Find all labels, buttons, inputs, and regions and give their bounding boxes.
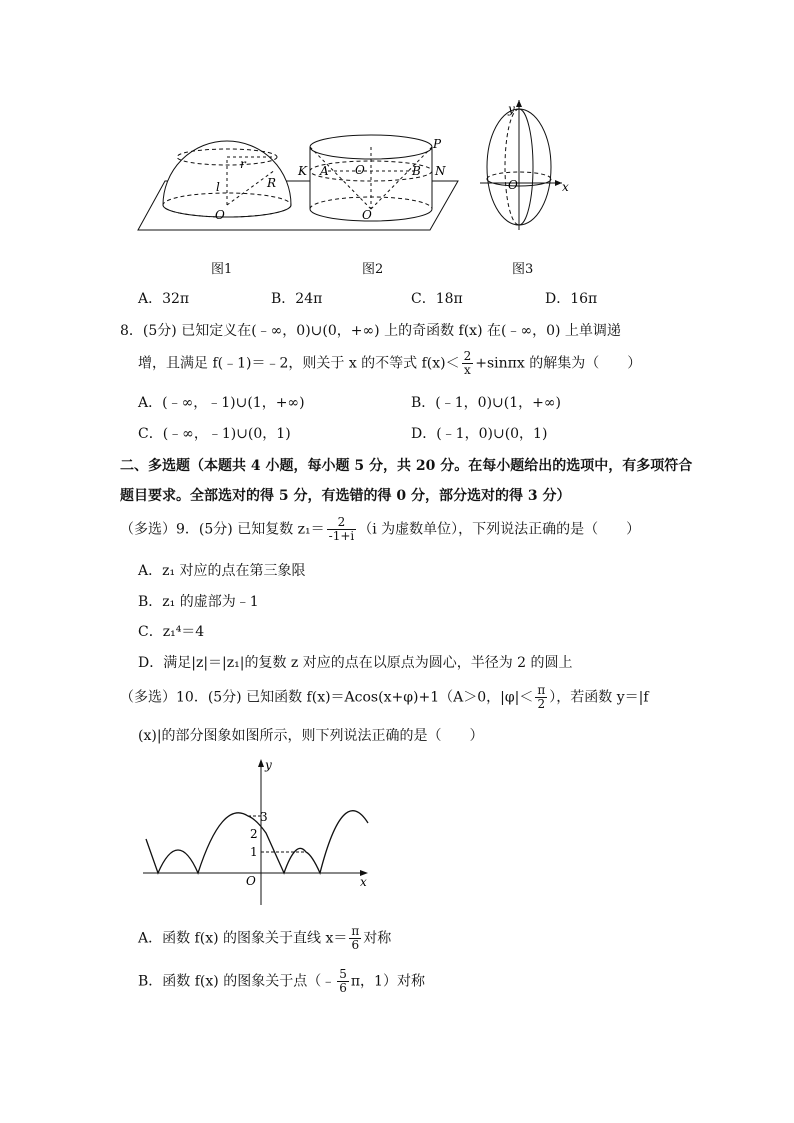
fig2-label-K: K <box>298 164 307 178</box>
fig3-caption: 图3 <box>512 262 534 277</box>
q8-frac-den: x <box>464 363 471 377</box>
q10-option-b-tail: π，1）对称 <box>350 973 425 990</box>
q7-option-c: C．18π <box>411 291 463 307</box>
fig3-label-y: y <box>508 102 515 116</box>
q10-option-b-num: 5 <box>339 967 347 981</box>
fig3-ellipsoid <box>480 100 562 230</box>
q10-option-a-den: 6 <box>351 938 360 952</box>
q7-option-d: D．16π <box>545 291 598 307</box>
q9-option-b: B．z₁ 的虚部为﹣1 <box>138 594 259 610</box>
q8-stem-line2-b: +sinπx 的解集为（ ） <box>475 355 642 372</box>
q10-option-a-text: A．函数 f(x) 的图象关于直线 x＝ <box>138 930 348 947</box>
q9-option-c: C．z₁⁴＝4 <box>138 624 205 640</box>
q7-option-b: B．24π <box>271 291 323 307</box>
fig2-label-O: O <box>362 208 372 222</box>
q10-option-b <box>138 968 425 995</box>
q9-option-d: D．满足|z|＝|z₁|的复数 z 对应的点在以原点为圆心，半径为 2 的圆上 <box>138 655 573 671</box>
q8-fraction <box>462 350 474 377</box>
q8-stem-line1: 8．(5分) 已知定义在(﹣∞，0)∪(0，+∞) 上的奇函数 f(x) 在(﹣∞，0) 上单调递 <box>120 323 621 339</box>
fig2-label-B: B <box>412 164 421 178</box>
fig1-label-O: O <box>215 208 225 222</box>
q9-stem-a: （多选）9．(5分) 已知复数 z₁＝ <box>120 521 325 538</box>
fig1-caption: 图1 <box>211 262 233 277</box>
q10-option-a-tail: 对称 <box>363 930 392 947</box>
q9-frac-num: 2 <box>327 516 357 530</box>
graph-label-O: O <box>246 874 256 888</box>
geometry-figures <box>130 95 590 245</box>
fig3-label-x: x <box>562 180 569 194</box>
graph-tick-3: 3 <box>260 810 268 824</box>
q10-option-a-num: π <box>351 924 360 938</box>
q8-stem-line2 <box>138 350 641 377</box>
graph-label-x: x <box>360 875 367 889</box>
fig2-caption: 图2 <box>362 262 384 277</box>
q10-option-a <box>138 925 391 952</box>
graph-curve <box>146 811 368 873</box>
graph-tick-1: 1 <box>250 845 258 859</box>
q10-stem-line2: (x)|的部分图象如图所示，则下列说法正确的是（ ） <box>138 728 484 744</box>
q10-stem-b: ），若函数 y＝|f <box>549 689 649 706</box>
q9-frac-den: -1+i <box>328 529 355 543</box>
q8-stem-line2-a: 增，且满足 f(﹣1)＝﹣2，则关于 x 的不等式 f(x)＜ <box>138 355 460 372</box>
fig2-label-O1: O <box>355 163 365 177</box>
fig1-label-r: r <box>240 157 246 171</box>
fig3-label-O: O <box>508 178 518 192</box>
q7-option-a: A．32π <box>138 291 190 307</box>
graph-tick-2: 2 <box>250 827 258 841</box>
fig1-label-R: R <box>267 176 277 190</box>
q9-stem <box>120 516 640 543</box>
q8-option-b: B．(﹣1，0)∪(1，+∞) <box>411 395 561 411</box>
q10-function-graph <box>138 755 378 910</box>
q10-stem-a: （多选）10．(5分) 已知函数 f(x)＝Acos(x+φ)+1（A＞0，|φ|＜ <box>120 689 534 706</box>
fig1-label-l: l <box>216 180 220 194</box>
graph-y-arrow <box>258 759 264 767</box>
section2-heading-line1: 二、多选题（本题共 4 小题，每小题 5 分，共 20 分。在每小题给出的选项中，有多项符合 <box>120 458 693 474</box>
section2-heading-line2: 题目要求。全部选对的得 5 分，有选错的得 0 分，部分选对的得 3 分） <box>120 488 571 504</box>
q10-stem-line1 <box>120 684 649 711</box>
q8-option-c: C．(﹣∞，﹣1)∪(0，1) <box>138 426 291 442</box>
q10-option-a-fraction <box>349 925 361 952</box>
q8-option-a: A．(﹣∞，﹣1)∪(1，+∞) <box>138 395 305 411</box>
graph-label-y: y <box>265 758 272 772</box>
q10-option-b-text: B．函数 f(x) 的图象关于点（﹣ <box>138 973 336 990</box>
q9-stem-b: （i 为虚数单位），下列说法正确的是（ ） <box>358 521 641 538</box>
q9-fraction <box>327 516 357 543</box>
q8-option-d: D．(﹣1，0)∪(0，1) <box>411 426 548 442</box>
fig2-label-P: P <box>433 137 442 151</box>
q10-option-b-den: 6 <box>339 981 347 995</box>
q10-fraction <box>535 684 547 711</box>
q10-frac-num: π <box>537 683 546 697</box>
q8-frac-num: 2 <box>463 349 472 363</box>
q9-option-a: A．z₁ 对应的点在第三象限 <box>138 563 306 579</box>
fig2-label-N: N <box>435 164 446 178</box>
q10-frac-den: 2 <box>537 697 546 711</box>
q10-option-b-fraction <box>337 968 349 995</box>
fig2-label-A: A <box>320 164 329 178</box>
